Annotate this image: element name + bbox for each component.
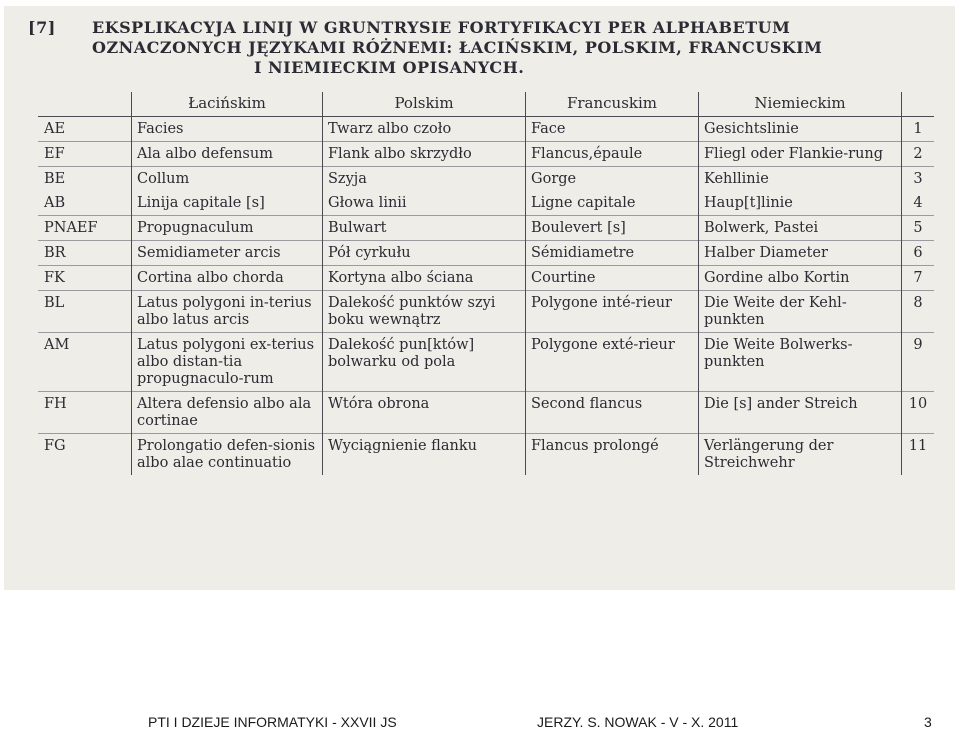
table-row bbox=[38, 117, 934, 142]
cell-fra: Polygone exté-rieur bbox=[526, 333, 699, 392]
cell-idx: 2 bbox=[902, 142, 935, 167]
header-french: Francuskim bbox=[526, 92, 699, 117]
cell-code: AM bbox=[38, 333, 132, 392]
table-row bbox=[38, 191, 934, 216]
title-number: [7] bbox=[28, 18, 56, 37]
cell-lat: Linija capitale [s] bbox=[132, 191, 323, 216]
cell-fra: Ligne capitale bbox=[526, 191, 699, 216]
cell-lat: Collum bbox=[132, 167, 323, 192]
cell-code: BR bbox=[38, 241, 132, 266]
cell-ger: Fliegl oder Flankie-rung bbox=[699, 142, 902, 167]
cell-fra: Gorge bbox=[526, 167, 699, 192]
cell-code: PNAEF bbox=[38, 216, 132, 241]
cell-fra: Flancus prolongé bbox=[526, 434, 699, 476]
cell-ger: Die Weite der Kehl-punkten bbox=[699, 291, 902, 333]
table-row bbox=[38, 167, 934, 192]
cell-lat: Propugnaculum bbox=[132, 216, 323, 241]
table-row bbox=[38, 291, 934, 333]
cell-pol: Kortyna albo ściana bbox=[323, 266, 526, 291]
cell-ger: Die [s] ander Streich bbox=[699, 392, 902, 434]
cell-fra: Face bbox=[526, 117, 699, 142]
header-polish: Polskim bbox=[323, 92, 526, 117]
page-number: 3 bbox=[924, 714, 932, 730]
cell-ger: Gesichtslinie bbox=[699, 117, 902, 142]
table-row bbox=[38, 241, 934, 266]
cell-idx: 5 bbox=[902, 216, 935, 241]
table-row bbox=[38, 142, 934, 167]
cell-pol: Bulwart bbox=[323, 216, 526, 241]
cell-lat: Latus polygoni in-terius albo latus arcis bbox=[132, 291, 323, 333]
cell-fra: Second flancus bbox=[526, 392, 699, 434]
table-row bbox=[38, 392, 934, 434]
cell-pol: Flank albo skrzydło bbox=[323, 142, 526, 167]
cell-code: FG bbox=[38, 434, 132, 476]
cell-code: BE bbox=[38, 167, 132, 192]
table-row bbox=[38, 266, 934, 291]
header-index bbox=[902, 92, 935, 117]
cell-code: BL bbox=[38, 291, 132, 333]
table-row bbox=[38, 434, 934, 476]
cell-fra: Flancus,épaule bbox=[526, 142, 699, 167]
cell-idx: 8 bbox=[902, 291, 935, 333]
cell-idx: 7 bbox=[902, 266, 935, 291]
title-line-1: EKSPLIKACYJA LINIJ W GRUNTRYSIE FORTYFIKACYI PER ALPHABETUM bbox=[92, 18, 791, 37]
cell-lat: Latus polygoni ex-terius albo distan-tia propugnaculo-rum bbox=[132, 333, 323, 392]
table-header-row bbox=[38, 92, 934, 117]
cell-idx: 1 bbox=[902, 117, 935, 142]
cell-ger: Die Weite Bolwerks-punkten bbox=[699, 333, 902, 392]
cell-code: AE bbox=[44, 121, 66, 137]
cell-pol: Twarz albo czoło bbox=[323, 117, 526, 142]
cell-fra: Polygone inté-rieur bbox=[526, 291, 699, 333]
scanned-page bbox=[4, 6, 955, 590]
cell-code: EF bbox=[38, 142, 132, 167]
cell-lat: Ala albo defensum bbox=[132, 142, 323, 167]
cell-pol: Wtóra obrona bbox=[323, 392, 526, 434]
cell-ger: Verlängerung der Streichwehr bbox=[699, 434, 902, 476]
header-german: Niemieckim bbox=[699, 92, 902, 117]
header-latin: Łacińskim bbox=[132, 92, 323, 117]
explication-table bbox=[38, 92, 934, 475]
cell-idx: 11 bbox=[902, 434, 935, 476]
cell-lat: Altera defensio albo ala cortinae bbox=[132, 392, 323, 434]
table-row bbox=[38, 216, 934, 241]
cell-pol: Dalekość punktów szyi boku wewnątrz bbox=[323, 291, 526, 333]
footer-author: JERZY. S. NOWAK - V - X. 2011 bbox=[537, 714, 739, 730]
cell-lat: Facies bbox=[132, 117, 323, 142]
cell-idx: 3 bbox=[902, 167, 935, 192]
cell-ger: Halber Diameter bbox=[699, 241, 902, 266]
title-line-2: OZNACZONYCH JĘZYKAMI RÓŻNEMI: ŁACIŃSKIM, POLSKIM, FRANCUSKIM bbox=[92, 38, 823, 57]
cell-idx: 4 bbox=[902, 191, 935, 216]
cell-ger: Gordine albo Kortin bbox=[699, 266, 902, 291]
cell-idx: 10 bbox=[902, 392, 935, 434]
cell-code: AB bbox=[44, 195, 66, 211]
cell-pol: Głowa linii bbox=[323, 191, 526, 216]
cell-lat: Cortina albo chorda bbox=[132, 266, 323, 291]
cell-idx: 6 bbox=[902, 241, 935, 266]
cell-idx: 9 bbox=[902, 333, 935, 392]
cell-ger: Bolwerk, Pastei bbox=[699, 216, 902, 241]
cell-fra: Sémidiametre bbox=[526, 241, 699, 266]
cell-fra: Boulevert [s] bbox=[526, 216, 699, 241]
cell-fra: Courtine bbox=[526, 266, 699, 291]
cell-code: FH bbox=[38, 392, 132, 434]
cell-ger: Kehllinie bbox=[699, 167, 902, 192]
cell-ger: Haup[t]linie bbox=[699, 191, 902, 216]
cell-code: FK bbox=[38, 266, 132, 291]
cell-lat: Semidiameter arcis bbox=[132, 241, 323, 266]
cell-pol: Wyciągnienie flanku bbox=[323, 434, 526, 476]
title-line-3: I NIEMIECKIM OPISANYCH. bbox=[254, 58, 525, 77]
cell-pol: Szyja bbox=[323, 167, 526, 192]
header-code bbox=[38, 92, 132, 117]
cell-pol: Pół cyrkułu bbox=[323, 241, 526, 266]
table-row bbox=[38, 333, 934, 392]
cell-lat: Prolongatio defen-sionis albo alae continuatio bbox=[132, 434, 323, 476]
cell-pol: Dalekość pun[któw] bolwarku od pola bbox=[323, 333, 526, 392]
footer-left: PTI I DZIEJE INFORMATYKI - XXVII JS bbox=[148, 714, 397, 730]
